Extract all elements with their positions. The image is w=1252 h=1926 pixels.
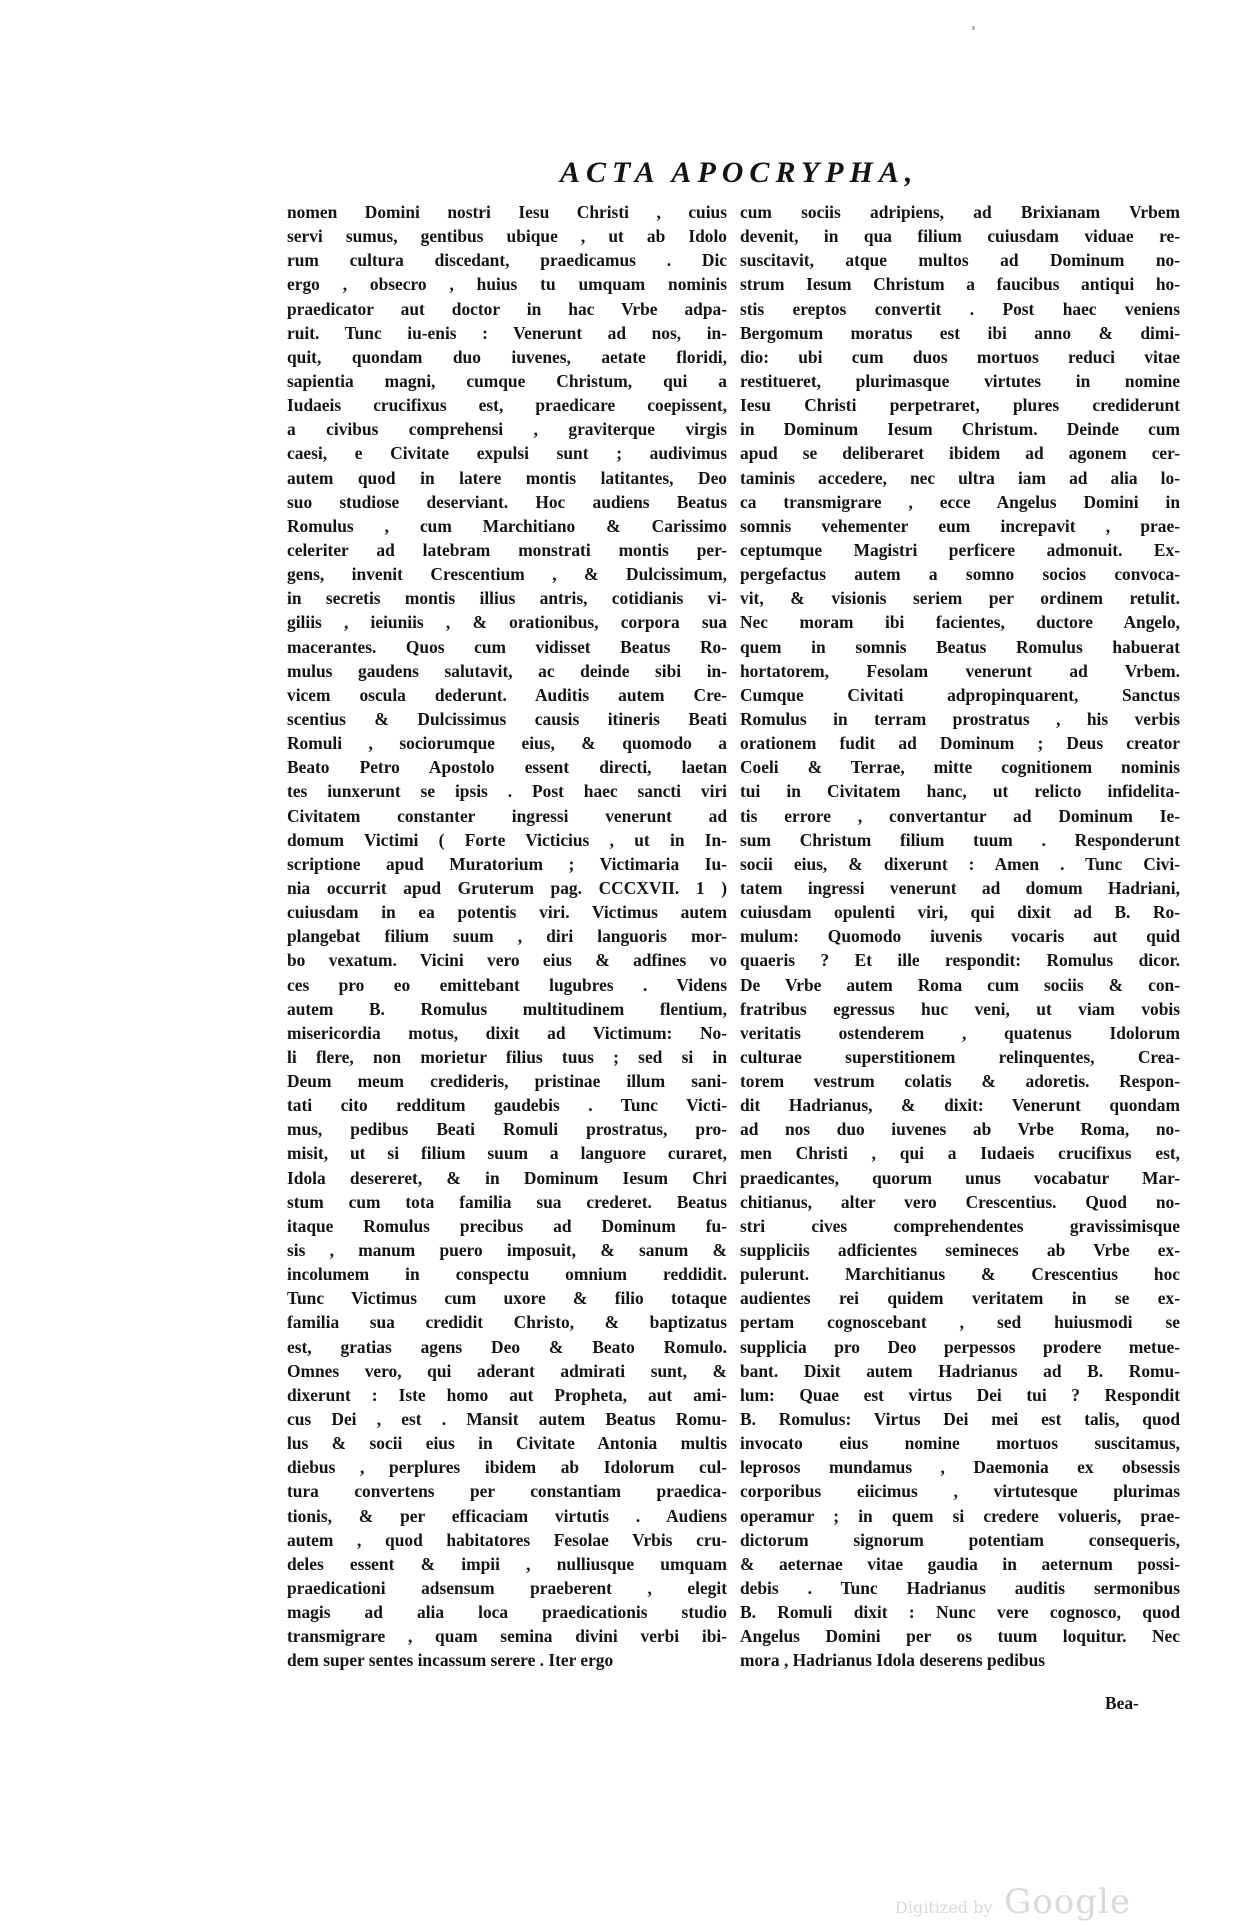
text-line: veritatis ostenderem , quatenus Idolorum — [740, 1022, 1180, 1043]
text-line: magis ad alia loca praedicationis studio — [287, 1602, 727, 1623]
text-line: ad nos duo iuvenes ab Vrbe Roma, no- — [740, 1119, 1180, 1140]
text-line: autem quod in latere montis latitantes, Deo — [287, 467, 727, 488]
text-line: domum Victimi ( Forte Victicius , ut in In- — [287, 829, 727, 850]
text-line: ergo , obsecro , huius tu umquam nominis — [287, 274, 727, 295]
paper-speck — [972, 26, 975, 30]
text-line: Iesu Christi perpetraret, plures crediderunt — [740, 395, 1180, 416]
text-line: deles essent & impii , nulliusque umquam — [287, 1553, 727, 1574]
text-line: quem in somnis Beatus Romulus habuerat — [740, 636, 1180, 657]
text-line: suo studiose deserviant. Hoc audiens Beatus — [287, 491, 727, 512]
text-line: bo vexatum. Vicini vero eius & adfines vo — [287, 950, 727, 971]
text-line: misericordia motus, dixit ad Victimum: No- — [287, 1022, 727, 1043]
text-line: sum Christum filium tuum . Responderunt — [740, 829, 1180, 850]
text-line: quaeris ? Et ille respondit: Romulus dicor. — [740, 950, 1180, 971]
text-line: praedicator aut doctor in hac Vrbe adpa- — [287, 298, 727, 319]
text-line: tatem ingressi venerunt ad domum Hadriani, — [740, 877, 1180, 898]
right-text-column — [740, 200, 1180, 1673]
text-line: tura convertens per constantiam praedica- — [287, 1481, 727, 1502]
text-line: li flere, non morietur filius tuus ; sed si in — [287, 1046, 727, 1067]
text-line: cus Dei , est . Mansit autem Beatus Romu- — [287, 1409, 727, 1430]
text-line: mus, pedibus Beati Romuli prostratus, pro- — [287, 1119, 727, 1140]
text-line: lus & socii eius in Civitate Antonia multis — [287, 1433, 727, 1454]
text-line: mora , Hadrianus Idola deserens pedibus — [740, 1650, 1046, 1671]
text-line: lum: Quae est virtus Dei tui ? Respondit — [740, 1384, 1180, 1405]
text-line: apud se deliberaret ibidem ad agonem cer- — [740, 443, 1180, 464]
text-line: torem vestrum colatis & adoretis. Respon- — [740, 1071, 1180, 1092]
text-line: autem B. Romulus multitudinem flentium, — [287, 998, 727, 1019]
text-line: Romulus , cum Marchitiano & Carissimo — [287, 515, 727, 536]
text-line: plangebat filium suum , diri languoris mor- — [287, 926, 727, 947]
text-line: familia sua credidit Christo, & baptizatus — [287, 1312, 727, 1333]
text-line: B. Romulus: Virtus Dei mei est talis, quod — [740, 1409, 1180, 1430]
text-line: vicem oscula dederunt. Auditis autem Cre- — [287, 684, 727, 705]
text-line: transmigrare , quam semina divini verbi ibi- — [287, 1626, 727, 1647]
text-line: taminis accedere, nec ultra iam ad alia lo- — [740, 467, 1180, 488]
text-line: caesi, e Civitate expulsi sunt ; audivimus — [287, 443, 727, 464]
text-line: scriptione apud Muratorium ; Victimaria Iu- — [287, 853, 727, 874]
text-line: somnis vehementer eum increpavit , prae- — [740, 515, 1180, 536]
text-line: socii eius, & dixerunt : Amen . Tunc Civi- — [740, 853, 1180, 874]
text-line: dem super sentes incassum serere . Iter ergo — [287, 1650, 614, 1671]
text-line: debis . Tunc Hadrianus auditis sermonibus — [740, 1578, 1180, 1599]
text-line: sapientia magni, cumque Christum, qui a — [287, 370, 727, 391]
text-line: Civitatem constanter ingressi venerunt ad — [287, 805, 727, 826]
text-line: tati cito redditum gaudebis . Tunc Victi- — [287, 1095, 727, 1116]
text-line: orationem fudit ad Dominum ; Deus creator — [740, 733, 1180, 754]
watermark-prefix: Digitized by — [895, 1898, 993, 1917]
text-line: dixerunt : Iste homo aut Propheta, aut ami- — [287, 1384, 727, 1405]
text-line: itaque Romulus precibus ad Dominum fu- — [287, 1215, 727, 1236]
catchword: Bea- — [1105, 1693, 1139, 1713]
text-line: Romuli , sociorumque eius, & quomodo a — [287, 733, 727, 754]
text-line: sis , manum puero imposuit, & sanum & — [287, 1240, 727, 1261]
text-line: ces pro eo emittebant lugubres . Videns — [287, 974, 727, 995]
text-line: pertam cognoscebant , sed huiusmodi se — [740, 1312, 1180, 1333]
text-line: Deum meum credideris, pristinae illum sani- — [287, 1071, 727, 1092]
text-line: cuiusdam opulenti viri, qui dixit ad B. Ro- — [740, 902, 1180, 923]
text-line: ca transmigrare , ecce Angelus Domini in — [740, 491, 1180, 512]
text-line: suscitavit, atque multos ad Dominum no- — [740, 250, 1180, 271]
text-line: stum cum tota familia sua crederet. Beatus — [287, 1191, 727, 1212]
text-line: bant. Dixit autem Hadrianus ad B. Romu- — [740, 1360, 1180, 1381]
text-line: nia occurrit apud Gruterum pag. CCCXVII. 1 ) — [287, 877, 727, 898]
text-line: Nec moram ibi facientes, ductore Angelo, — [740, 612, 1180, 633]
text-line: a civibus comprehensi , graviterque virgis — [287, 419, 727, 440]
text-line: invocato eius nomine mortuos suscitamus, — [740, 1433, 1180, 1454]
text-line: Romulus in terram prostratus , his verbis — [740, 708, 1180, 729]
text-line: est, gratias agens Deo & Beato Romulo. — [287, 1336, 727, 1357]
text-line: dit Hadrianus, & dixit: Venerunt quondam — [740, 1095, 1180, 1116]
text-line: in secretis montis illius antris, cotidianis vi- — [287, 588, 727, 609]
text-line: hortatorem, Fesolam venerunt ad Vrbem. — [740, 660, 1180, 681]
text-line: autem , quod habitatores Fesolae Vrbis cru- — [287, 1529, 727, 1550]
text-line: men Christi , qui a Iudaeis crucifixus est, — [740, 1143, 1180, 1164]
text-line: scentius & Dulcissimus causis itineris Beati — [287, 708, 727, 729]
text-line: strum Iesum Christum a faucibus antiqui ho- — [740, 274, 1180, 295]
text-line: culturae superstitionem relinquentes, Crea- — [740, 1046, 1180, 1067]
text-line: restitueret, plurimasque virtutes in nomine — [740, 370, 1180, 391]
text-line: stri cives comprehendentes gravissimisque — [740, 1215, 1180, 1236]
text-line: operamur ; in quem si credere volueris, prae- — [740, 1505, 1180, 1526]
text-line: cum sociis adripiens, ad Brixianam Vrbem — [740, 202, 1180, 222]
text-line: vit, & visionis seriem per ordinem retulit. — [740, 588, 1180, 609]
text-line: Coeli & Terrae, mitte cognitionem nominis — [740, 757, 1180, 778]
text-line: diebus , perplures ibidem ab Idolorum cul- — [287, 1457, 727, 1478]
text-line: Cumque Civitati adpropinquarent, Sanctus — [740, 684, 1180, 705]
text-line: fratribus egressus huc veni, ut viam vobis — [740, 998, 1180, 1019]
text-line: Bergomum moratus est ibi anno & dimi- — [740, 322, 1180, 343]
text-line: cuiusdam in ea potentis viri. Victimus autem — [287, 902, 727, 923]
text-line: servi sumus, gentibus ubique , ut ab Idolo — [287, 226, 727, 247]
text-line: pulerunt. Marchitianus & Crescentius hoc — [740, 1264, 1180, 1285]
text-line: giliis , ieiuniis , & orationibus, corpora sua — [287, 612, 727, 633]
text-line: Idola desereret, & in Dominum Iesum Chri — [287, 1167, 727, 1188]
text-line: corporibus eiicimus , virtutesque plurimas — [740, 1481, 1180, 1502]
text-line: supplicia pro Deo perpessos prodere metue- — [740, 1336, 1180, 1357]
text-line: Iudaeis crucifixus est, praedicare coepissent, — [287, 395, 727, 416]
text-line: ceptumque Magistri perficere admonuit. Ex- — [740, 539, 1180, 560]
text-line: tis errore , convertantur ad Dominum Ie- — [740, 805, 1180, 826]
text-line: nomen Domini nostri Iesu Christi , cuius — [287, 202, 727, 222]
text-line: tui in Civitatem hanc, ut relicto infidelita- — [740, 781, 1180, 802]
text-line: in Dominum Iesum Christum. Deinde cum — [740, 419, 1180, 440]
text-line: gens, invenit Crescentium , & Dulcissimum, — [287, 564, 727, 585]
text-line: suppliciis adficientes semineces ab Vrbe ex- — [740, 1240, 1180, 1261]
text-line: ruit. Tunc iu-enis : Venerunt ad nos, in- — [287, 322, 727, 343]
text-line: stis ereptos convertit . Post haec veniens — [740, 298, 1180, 319]
text-line: quit, quondam duo iuvenes, aetate floridi, — [287, 346, 727, 367]
text-line: & aeternae vitae gaudia in aeternum possi- — [740, 1553, 1180, 1574]
text-line: De Vrbe autem Roma cum sociis & con- — [740, 974, 1180, 995]
text-line: audientes rei quidem veritatem in se ex- — [740, 1288, 1180, 1309]
text-line: Omnes vero, qui aderant admirati sunt, & — [287, 1360, 727, 1381]
text-line: incolumem in conspectu omnium reddidit. — [287, 1264, 727, 1285]
text-line: B. Romuli dixit : Nunc vere cognosco, quod — [740, 1602, 1180, 1623]
text-line: praedicantes, quorum unus vocabatur Mar- — [740, 1167, 1180, 1188]
text-line: Angelus Domini per os tuum loquitur. Nec — [740, 1626, 1180, 1647]
text-line: tionis, & per efficaciam virtutis . Audiens — [287, 1505, 727, 1526]
text-line: pergefactus autem a somno socios convoca- — [740, 564, 1180, 585]
text-line: mulum: Quomodo iuvenis vocaris aut quid — [740, 926, 1180, 947]
text-line: chitianus, alter vero Crescentius. Quod no- — [740, 1191, 1180, 1212]
text-line: dictorum signorum potentiam consequeris, — [740, 1529, 1180, 1550]
text-line: rum cultura discedant, praedicamus . Dic — [287, 250, 727, 271]
text-line: misit, ut si filium suum a languore curaret, — [287, 1143, 727, 1164]
watermark-brand: Google — [1004, 1882, 1132, 1922]
text-line: devenit, in qua filium cuiusdam viduae re- — [740, 226, 1180, 247]
text-line: dio: ubi cum duos mortuos reduci vitae — [740, 346, 1180, 367]
text-line: praedicationi adsensum praeberent , elegit — [287, 1578, 727, 1599]
text-line: macerantes. Quos cum vidisset Beatus Ro- — [287, 636, 727, 657]
text-line: Beato Petro Apostolo essent directi, laetan — [287, 757, 727, 778]
text-line: leprosos mundamus , Daemonia ex obsessis — [740, 1457, 1180, 1478]
text-line: tes iunxerunt se ipsis . Post haec sancti viri — [287, 781, 727, 802]
text-line: mulus gaudens salutavit, ac deinde sibi in- — [287, 660, 727, 681]
digitized-watermark — [895, 1882, 1131, 1922]
left-text-column — [287, 200, 727, 1673]
running-title: ACTA APOCRYPHA, — [560, 156, 919, 189]
text-line: Tunc Victimus cum uxore & filio totaque — [287, 1288, 727, 1309]
text-line: celeriter ad latebram monstrati montis per- — [287, 539, 727, 560]
